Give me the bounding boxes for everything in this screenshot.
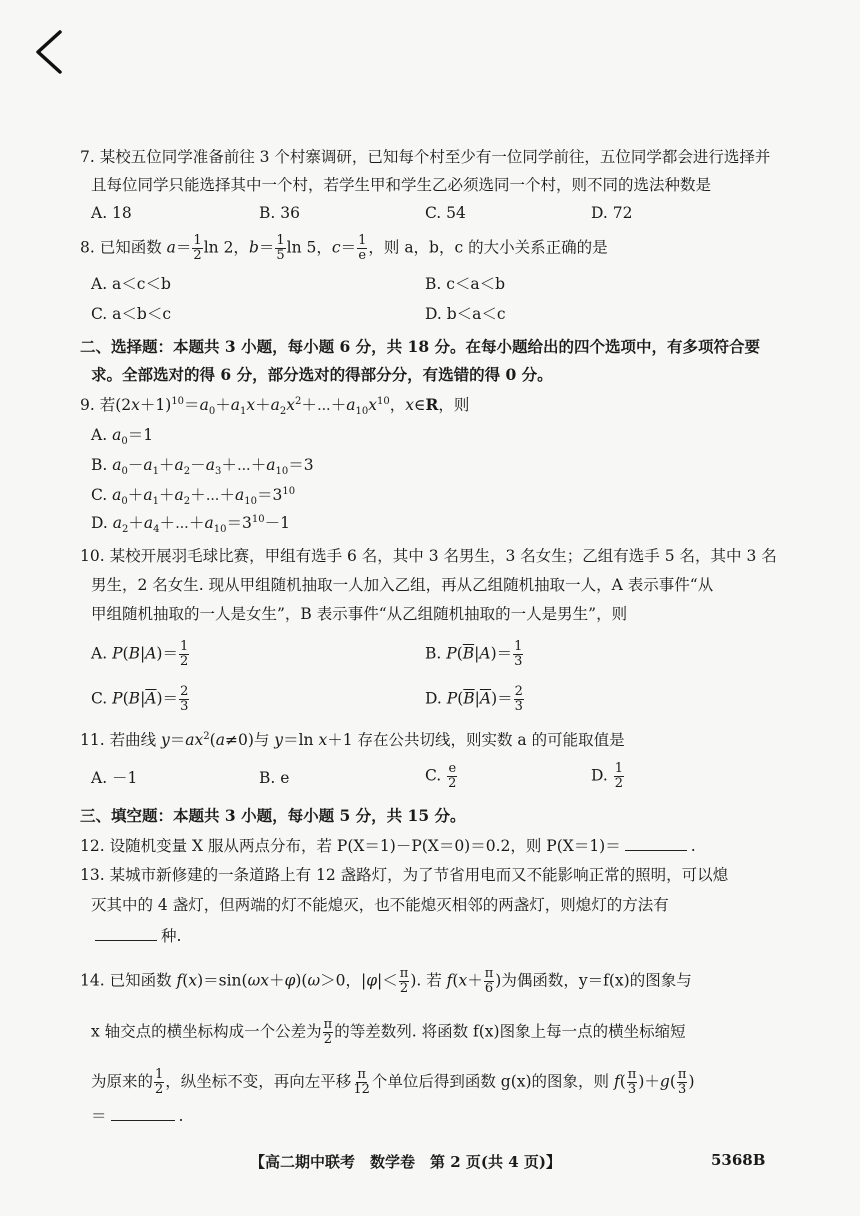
chevron-left-icon [26, 28, 74, 76]
q10-line1: 10. 某校开展羽毛球比赛，甲组有选手 6 名，其中 3 名男生，3 名女生；乙组有选手 5 名，其中 3 名 [80, 547, 777, 565]
q14-answer-blank[interactable] [111, 1106, 175, 1121]
q9-option-b: B. $a_0-a_1+a_2-a_3+\cdots+a_{10}=3$ [91, 456, 314, 478]
back-button[interactable] [26, 28, 74, 76]
q11-option-b: B. e [259, 769, 290, 787]
q13-line2: 灭其中的 4 盏灯，但两端的灯不能熄灭，也不能熄灭相邻的两盏灯，则熄灯的方法有 [91, 896, 669, 914]
q11-prefix: 11. 若曲线 [80, 731, 162, 749]
q7-option-b: B. 36 [259, 204, 300, 222]
q10-option-c: C. $P(B|\overline{A})=$ $\frac{2}{3}$ [91, 684, 189, 714]
q12-stem: 12. 设随机变量 X 服从两点分布，若 P(X＝1)－P(X＝0)＝0.2，则 P(X＝1)＝ . [80, 837, 696, 855]
q11-option-a: A. －1 [91, 769, 138, 787]
q8-suffix: ，则 a，b，c 的大小关系正确的是 [368, 238, 608, 257]
q8-stem: 8. 已知函数 a＝ $\frac{1}{2}$ ln 2，b＝ $\frac{1}{5}$ ln 5，c＝ $\frac{1}{e}$ ，则 a，b，c 的大小关系正确的是 [80, 233, 608, 263]
q14-line1: 14. 已知函数 f(x)＝sin(ωx＋φ)(ω＞0，|φ|＜ $\frac{\pi}{2}$ ). 若 f(x＋ $\frac{\pi}{6}$ )为偶函数，y＝f(x)的图象与 [80, 966, 692, 996]
q13-answer-blank[interactable] [95, 926, 157, 941]
q14-line3: 为原来的 $\frac{1}{2}$ ，纵坐标不变，再向左平移 $\frac{\pi}{12}$ 个单位后得到函数 g(x)的图象，则 f( $\frac{\pi}{3}$ )＋g( $\frac{\pi}{3}$ ) [91, 1067, 695, 1097]
q12-text: 12. 设随机变量 X 服从两点分布，若 P(X＝1)－P(X＝0)＝0.2，则 P(X＝1)＝ [80, 837, 621, 855]
q10-line2: 男生，2 名女生. 现从甲组随机抽取一人加入乙组，再从乙组随机抽取一人，A 表示事件“从 [91, 576, 714, 594]
q8-option-a: A. a＜c＜b [91, 275, 171, 293]
q9-option-d: D. $a_2+a_4+\cdots+a_{10}=3^{10}-1$ [91, 513, 290, 536]
q8-option-d: D. b＜a＜c [425, 305, 506, 323]
exam-code: 5368B [711, 1151, 766, 1169]
q11-stem: 11. 若曲线 $y=ax^2(a\ne 0)$与 y＝ln x＋1 存在公共切线，则实数 a 的可能取值是 [80, 730, 625, 749]
q13-line1: 13. 某城市新修建的一条道路上有 12 盏路灯，为了节省用电而又不能影响正常的照明，可以熄 [80, 866, 729, 884]
section2-line2: 求。全部选对的得 6 分，部分选对的得部分分，有选错的得 0 分。 [91, 365, 553, 384]
page-footer: 【高二期中联考 数学卷 第 2 页(共 4 页)】 [250, 1153, 561, 1171]
q8-prefix: 8. 已知函数 [80, 238, 167, 257]
q10-option-d: D. $P(\overline{B}|\overline{A})=$ $\frac{2}{3}$ [425, 684, 523, 714]
section3-heading: 三、填空题：本题共 3 小题，每小题 5 分，共 15 分。 [80, 806, 466, 825]
q13-line3: 种. [91, 926, 181, 946]
q14-line2: x 轴交点的横坐标构成一个公差为 $\frac{\pi}{2}$ 的等差数列. 将函数 f(x)图象上每一点的横坐标缩短 [91, 1017, 686, 1047]
q7-line2: 且每位同学只能选择其中一个村，若学生甲和学生乙必须选同一个村，则不同的选法种数是 [91, 176, 712, 194]
q8-option-c: C. a＜b＜c [91, 305, 172, 323]
q9-stem: 9. 若$(2x+1)^{10}=a_0+a_1x+a_2x^2+\cdots+a_{10}x^{10}$，x∈R，则 [80, 395, 470, 418]
q11-option-c: C. $\frac{e}{2}$ [425, 761, 457, 791]
q10-line3: 甲组随机抽取的一人是女生”，B 表示事件“从乙组随机抽取的一人是男生”，则 [91, 605, 628, 623]
section2-line1: 二、选择题：本题共 3 小题，每小题 6 分，共 18 分。在每小题给出的四个选项中，有多项符合要 [80, 337, 761, 356]
q9-option-c: C. $a_0+a_1+a_2+\cdots+a_{10}=3^{10}$ [91, 485, 296, 508]
q7-line1: 7. 某校五位同学准备前往 3 个村寨调研，已知每个村至少有一位同学前往，五位同学都会进行选择并 [80, 148, 771, 166]
q9-prefix: 9. 若 [80, 396, 116, 414]
q11-suffix: 存在公共切线，则实数 a 的可能取值是 [357, 731, 625, 749]
q10-option-b: B. $P(\overline{B}|A)=$ $\frac{1}{3}$ [425, 639, 523, 669]
q8-option-b: B. c＜a＜b [425, 275, 506, 293]
q7-option-a: A. 18 [91, 204, 132, 222]
q12-answer-blank[interactable] [625, 836, 687, 851]
q14-line4: ＝ . [91, 1107, 184, 1125]
q7-option-c: C. 54 [425, 204, 466, 222]
q11-option-d: D. $\frac{1}{2}$ [591, 761, 624, 791]
q9-option-a: A. $a_0=1$ [91, 426, 154, 448]
q10-option-a: A. P(B|A)＝ $\frac{1}{2}$ [91, 639, 189, 669]
q7-option-d: D. 72 [591, 204, 633, 222]
